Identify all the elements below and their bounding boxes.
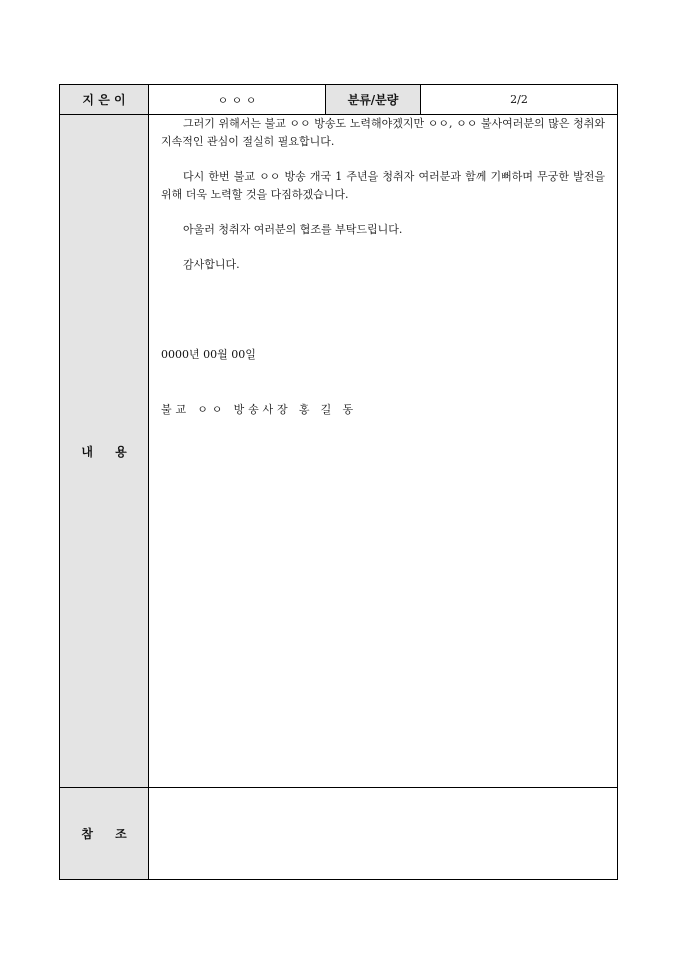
category-label: 분류/분량 (326, 85, 421, 115)
content-row (60, 115, 618, 788)
content-label: 내 용 (60, 115, 149, 788)
content-paragraph-4: 감사합니다. (183, 258, 240, 271)
author-label: 지 은 이 (60, 85, 149, 115)
document-form (59, 84, 618, 880)
category-value: 2/2 (421, 85, 618, 115)
header-row (60, 85, 618, 115)
reference-label: 참 조 (60, 788, 149, 880)
content-body (149, 115, 618, 788)
author-value: ㅇ ㅇ ㅇ (149, 85, 326, 115)
content-signature: 불교 ㅇㅇ 방송사장 홍 길 동 (161, 403, 357, 416)
content-date: 0000년 00월 00일 (161, 348, 256, 361)
content-paragraph-1: 그러기 위해서는 불교 ㅇㅇ 방송도 노력해야겠지만 ㅇㅇ, ㅇㅇ 불사여러분의 많은 청취와 지속적인 관심이 절실히 필요합니다. (161, 117, 605, 148)
content-paragraph-3: 아울러 청취자 여러분의 협조를 부탁드립니다. (183, 223, 403, 236)
content-paragraph-2: 다시 한번 불교 ㅇㅇ 방송 개국 1 주년을 청취자 여러분과 함께 기뻐하며 무궁한 발전을 위해 더욱 노력할 것을 다짐하겠습니다. (161, 170, 605, 201)
reference-row (60, 788, 618, 880)
reference-value (149, 788, 618, 880)
